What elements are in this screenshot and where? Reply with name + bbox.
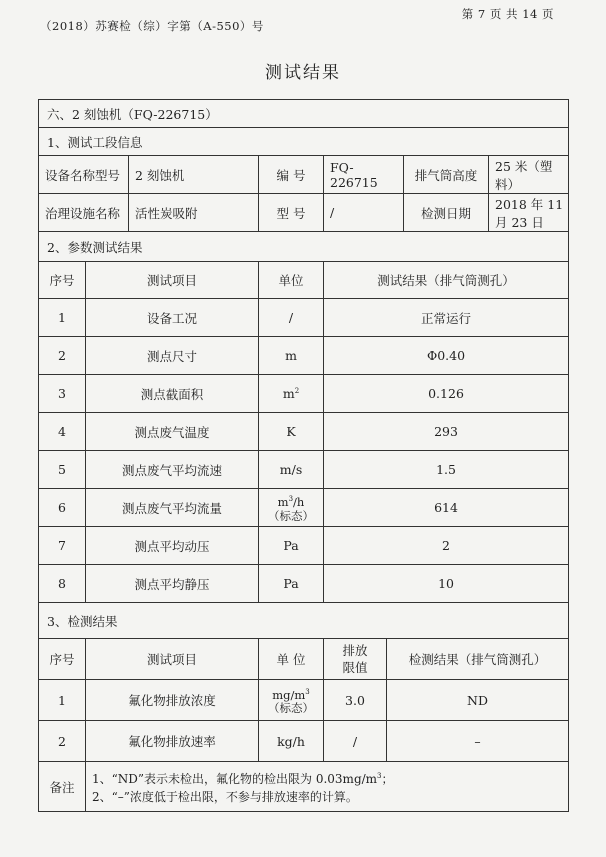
table-row [39,565,569,603]
facility-value: 活性炭吸附 [129,194,259,232]
row-item: 测点平均动压 [86,527,259,565]
result-header-limit-result [324,639,569,680]
row-no: 2 [39,721,86,762]
facility-label: 治理设施名称 [39,194,129,232]
model-label: 型 号 [259,194,324,232]
table-row [39,337,569,375]
row-result: 1.5 [324,451,569,489]
row-unit: kg/h [259,721,324,762]
unit-base: m [277,494,289,509]
row-item: 氟化物排放浓度 [86,680,259,721]
row-item: 测点截面积 [86,375,259,413]
row-unit: K [259,413,324,451]
model-value: / [324,194,404,232]
param-header-item: 测试项目 [86,262,259,299]
section-three-title: 3、检测结果 [39,603,569,639]
document-number: （2018）苏赛检（综）字第（A-550）号 [40,19,264,33]
row-result: ND [467,692,488,708]
page-info: 第 7 页 共 14 页 [461,7,554,21]
row-no: 1 [39,680,86,721]
notes-row [39,762,569,812]
code-value: FQ-226715 [324,156,404,194]
section-six-title: 六、2 刻蚀机（FQ-226715） [39,100,569,128]
results-table [38,99,569,812]
height-cell [404,156,569,194]
table-row [39,413,569,451]
result-header-unit: 单 位 [259,639,324,680]
row-unit: Pa [259,527,324,565]
row-item: 测点平均静压 [86,565,259,603]
result-header-result: 检测结果（排气筒测孔） [408,652,547,667]
row-item: 氟化物排放速率 [86,721,259,762]
param-header-unit: 单位 [259,262,324,299]
row-no: 7 [39,527,86,565]
row-item: 测点废气温度 [86,413,259,451]
note-1-end: ； [381,772,394,786]
unit-superscript: 2 [294,386,300,395]
height-label: 排气筒高度 [404,156,489,193]
row-no: 2 [39,337,86,375]
row-no: 8 [39,565,86,603]
row-unit [259,375,324,413]
row-no: 1 [39,299,86,337]
table-row [39,527,569,565]
row-result: 10 [324,565,569,603]
result-header-limit [324,639,387,679]
param-header-row [39,262,569,299]
limit-header-line2: 限值 [342,660,368,675]
result-header-item: 测试项目 [86,639,259,680]
result-header-row [39,639,569,680]
unit-condition: （标态） [268,701,314,716]
limit-header-line1: 排放 [342,643,368,658]
notes-label: 备注 [39,762,86,812]
param-header-result: 测试结果（排气筒测孔） [324,262,569,299]
param-header-no: 序号 [39,262,86,299]
row-no: 6 [39,489,86,527]
unit-base: m [282,386,295,401]
section-two-title: 2、参数测试结果 [39,232,569,262]
unit-base: mg/m [272,687,306,702]
unit-superscript: 3 [305,687,310,696]
row-item: 测点废气平均流量 [86,489,259,527]
row-no: 3 [39,375,86,413]
row-limit-result [324,721,569,762]
row-result: Φ0.40 [324,337,569,375]
date-label: 检测日期 [404,194,489,231]
row-result: 正常运行 [324,299,569,337]
row-item: 测点废气平均流速 [86,451,259,489]
row-limit-result [324,680,569,721]
device-value: 2 刻蚀机 [129,156,259,194]
row-result: – [474,733,481,749]
note-1-superscript: 3 [377,772,382,780]
row-unit [259,680,324,721]
unit-condition: （标态） [268,508,314,523]
info-row-2 [39,194,569,232]
row-item: 测点尺寸 [86,337,259,375]
note-1 [92,767,562,788]
date-cell [404,194,569,232]
row-limit: 3.0 [324,680,387,720]
device-label: 设备名称型号 [39,156,129,194]
note-1-text: 1、“ND”表示未检出，氟化物的检出限为 0.03mg/m [92,772,378,786]
row-item: 设备工况 [86,299,259,337]
unit-rest: /h [293,494,305,509]
table-row [39,721,569,762]
table-row [39,451,569,489]
page-title: 测试结果 [265,63,341,83]
code-label: 编 号 [259,156,324,194]
table-row [39,299,569,337]
row-limit: / [324,721,387,761]
row-no: 5 [39,451,86,489]
row-result: 0.126 [324,375,569,413]
table-row [39,489,569,527]
result-header-no: 序号 [39,639,86,680]
notes-content [86,762,569,812]
note-2: 2、“–”浓度低于检出限，不参与排放速率的计算。 [92,790,358,804]
table-row [39,375,569,413]
table-row [39,680,569,721]
row-unit: Pa [259,565,324,603]
height-value: 25 米（塑料） [495,158,553,192]
section-one-title: 1、测试工段信息 [39,128,569,156]
row-unit: / [259,299,324,337]
date-value: 2018 年 11 月 23 日 [495,196,564,230]
row-no: 4 [39,413,86,451]
row-unit [259,489,324,527]
row-result: 614 [324,489,569,527]
row-result: 2 [324,527,569,565]
unit-superscript: 3 [288,495,294,504]
row-unit: m [259,337,324,375]
row-unit: m/s [259,451,324,489]
info-row-1 [39,156,569,194]
row-result: 293 [324,413,569,451]
